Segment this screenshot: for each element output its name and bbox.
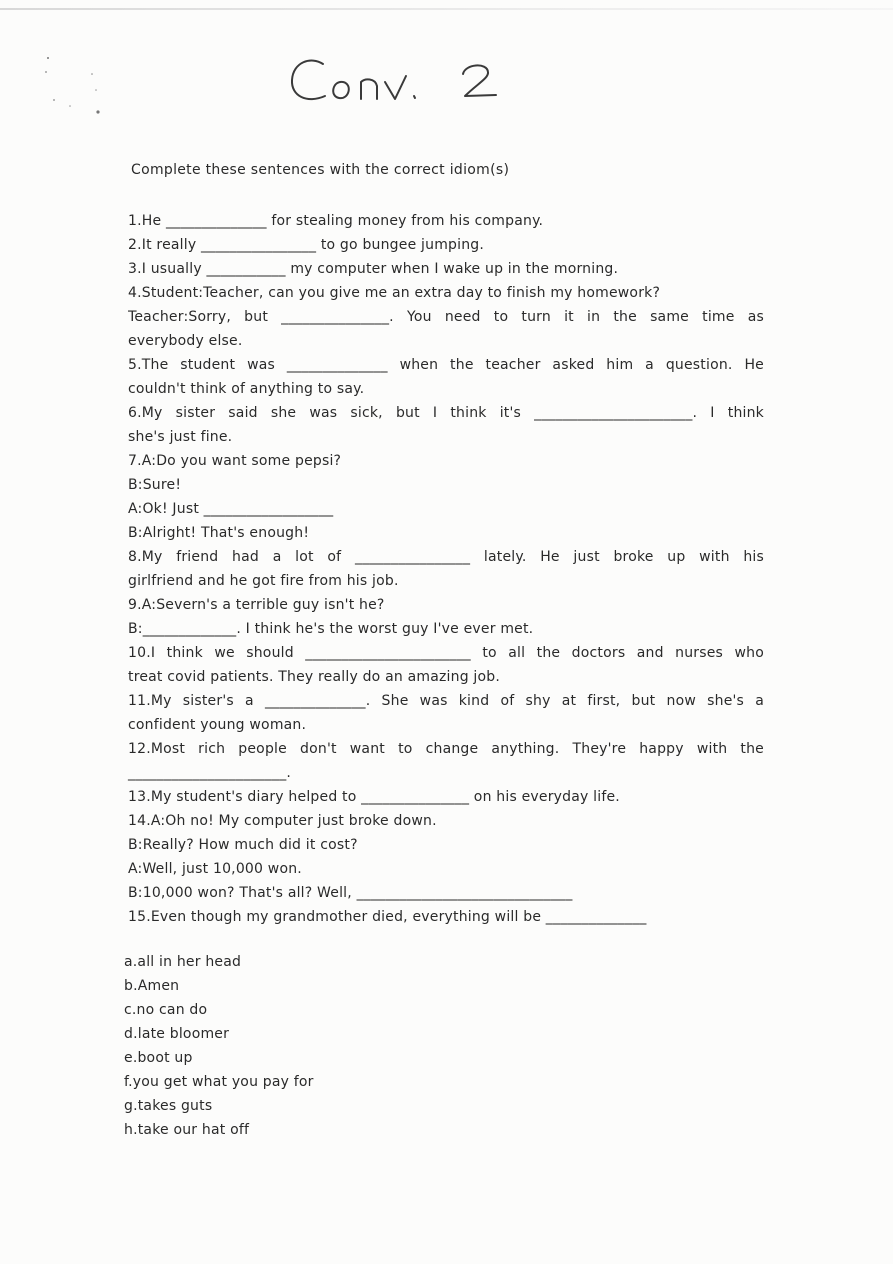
idiom-option: a.all in her head: [124, 954, 242, 970]
idiom-option: c.no can do: [124, 1002, 208, 1018]
exercise-line: 4.Student:Teacher, can you give me an extra day to finish my homework?: [128, 285, 661, 301]
exercise-line: 14.A:Oh no! My computer just broke down.: [128, 813, 437, 829]
idiom-option: g.takes guts: [124, 1098, 213, 1114]
exercise-line: A:Well, just 10,000 won.: [128, 861, 302, 877]
exercise-line: everybody else.: [128, 333, 243, 349]
idiom-option: e.boot up: [124, 1050, 193, 1066]
exercise-line: Teacher:Sorry, but _______________. You need to turn it in the same time as: [128, 309, 764, 325]
exercise-line: 3.I usually ___________ my computer when I wake up in the morning.: [128, 261, 619, 277]
exercise-line: she's just fine.: [128, 429, 233, 445]
exercise-line: 10.I think we should _______________________ to all the doctors and nurses who: [128, 645, 764, 661]
exercise-line: B:Sure!: [128, 477, 182, 493]
exercise-line: 13.My student's diary helped to _______________ on his everyday life.: [128, 789, 620, 805]
idiom-option: f.you get what you pay for: [124, 1074, 314, 1090]
exercise-line: 15.Even though my grandmother died, everything will be ______________: [128, 909, 647, 925]
exercise-line: 9.A:Severn's a terrible guy isn't he?: [128, 597, 385, 613]
handwritten-title: [285, 52, 525, 112]
exercise-line: 11.My sister's a ______________. She was kind of shy at first, but now she's a: [128, 693, 764, 709]
exercise-line: B:Really? How much did it cost?: [128, 837, 358, 853]
idiom-option: b.Amen: [124, 978, 180, 994]
exercise-line: A:Ok! Just __________________: [128, 501, 334, 517]
exercise-line: 1.He ______________ for stealing money from his company.: [128, 213, 544, 229]
exercise-line: confident young woman.: [128, 717, 307, 733]
exercise-line: 12.Most rich people don't want to change anything. They're happy with the: [128, 741, 764, 757]
exercise-line: B:_____________. I think he's the worst guy I've ever met.: [128, 621, 534, 637]
exercise-line: B:Alright! That's enough!: [128, 525, 310, 541]
exercise-line: 8.My friend had a lot of ________________ lately. He just broke up with his: [128, 549, 764, 565]
exercise-lines: [128, 209, 764, 929]
instruction-text: Complete these sentences with the correct idiom(s): [131, 162, 510, 178]
exercise-line: ______________________.: [128, 765, 292, 781]
idiom-option: d.late bloomer: [124, 1026, 230, 1042]
exercise-line: treat covid patients. They really do an amazing job.: [128, 669, 501, 685]
idiom-option: h.take our hat off: [124, 1122, 250, 1138]
idiom-options-list: [124, 950, 314, 1142]
handwritten-title-drawing: [285, 52, 525, 112]
scan-edge-line: [0, 8, 893, 10]
exercise-line: 2.It really ________________ to go bungee jumping.: [128, 237, 485, 253]
exercise-line: B:10,000 won? That's all? Well, ______________________________: [128, 885, 573, 901]
exercise-line: 6.My sister said she was sick, but I think it's ______________________. I think: [128, 405, 764, 421]
exercise-line: 7.A:Do you want some pepsi?: [128, 453, 342, 469]
exercise-line: couldn't think of anything to say.: [128, 381, 365, 397]
exercise-line: 5.The student was ______________ when the teacher asked him a question. He: [128, 357, 764, 373]
exercise-line: girlfriend and he got fire from his job.: [128, 573, 399, 589]
scan-specks: [40, 50, 110, 130]
